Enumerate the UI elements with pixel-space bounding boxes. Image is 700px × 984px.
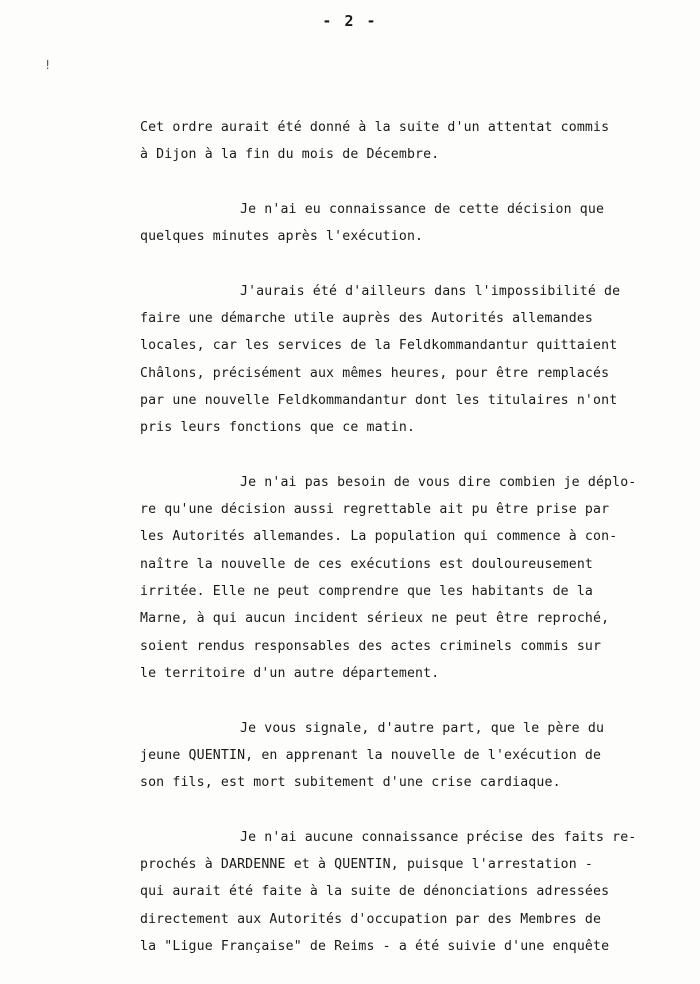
text-line: son fils, est mort subitement d'une crise cardiaque. (140, 775, 561, 791)
text-line: Je n'ai aucune connaissance précise des faits re- (240, 829, 637, 845)
paragraph (140, 278, 682, 442)
text-line: quelques minutes après l'exécution. (140, 229, 424, 245)
text-line: Je n'ai eu connaissance de cette décision que (240, 201, 605, 217)
paragraph (140, 196, 682, 251)
paragraph (140, 469, 682, 687)
text-line: le territoire d'un autre département. (140, 665, 440, 681)
text-line: Je vous signale, d'autre part, que le père du (240, 720, 605, 736)
text-line: par une nouvelle Feldkommandantur dont les titulaires n'ont (140, 392, 618, 408)
page-number: - 2 - (322, 12, 378, 30)
text-line: Marne, à qui aucun incident sérieux ne peut être reproché, (140, 611, 610, 627)
text-line: pris leurs fonctions que ce matin. (140, 420, 416, 436)
text-line: directement aux Autorités d'occupation par des Membres de (140, 911, 602, 927)
text-line: Je n'ai pas besoin de vous dire combien je déplo- (240, 474, 637, 490)
paragraph (140, 715, 682, 797)
text-line: re qu'une décision aussi regrettable ait pu être prise par (140, 502, 610, 518)
text-line: irritée. Elle ne peut comprendre que les habitants de la (140, 584, 594, 600)
text-line: naître la nouvelle de ces exécutions est douloureusement (140, 556, 594, 572)
text-line: Cet ordre aurait été donné à la suite d'un attentat commis (140, 120, 610, 135)
text-line: prochés à DARDENNE et à QUENTIN, puisque l'arrestation - (140, 857, 594, 873)
text-line: la "Ligue Française" de Reims - a été suivie d'une enquête (140, 938, 610, 954)
text-line: jeune QUENTIN, en apprenant la nouvelle de l'exécution de (140, 747, 602, 763)
text-line: les Autorités allemandes. La population qui commence à con- (140, 529, 618, 545)
text-line: soient rendus responsables des actes criminels commis sur (140, 638, 602, 654)
text-line: J'aurais été d'ailleurs dans l'impossibilité de (240, 283, 621, 299)
letter-body (140, 114, 682, 960)
text-line: locales, car les services de la Feldkommandantur quittaient (140, 338, 618, 354)
text-line: qui aurait été faite à la suite de dénonciations adressées (140, 884, 610, 900)
text-line: à Dijon à la fin du mois de Décembre. (140, 147, 440, 163)
margin-mark: ! (44, 58, 52, 72)
paragraph (140, 114, 682, 169)
paragraph (140, 824, 682, 960)
text-line: Châlons, précisément aux mêmes heures, pour être remplacés (140, 365, 610, 381)
text-line: faire une démarche utile auprès des Autorités allemandes (140, 311, 594, 327)
